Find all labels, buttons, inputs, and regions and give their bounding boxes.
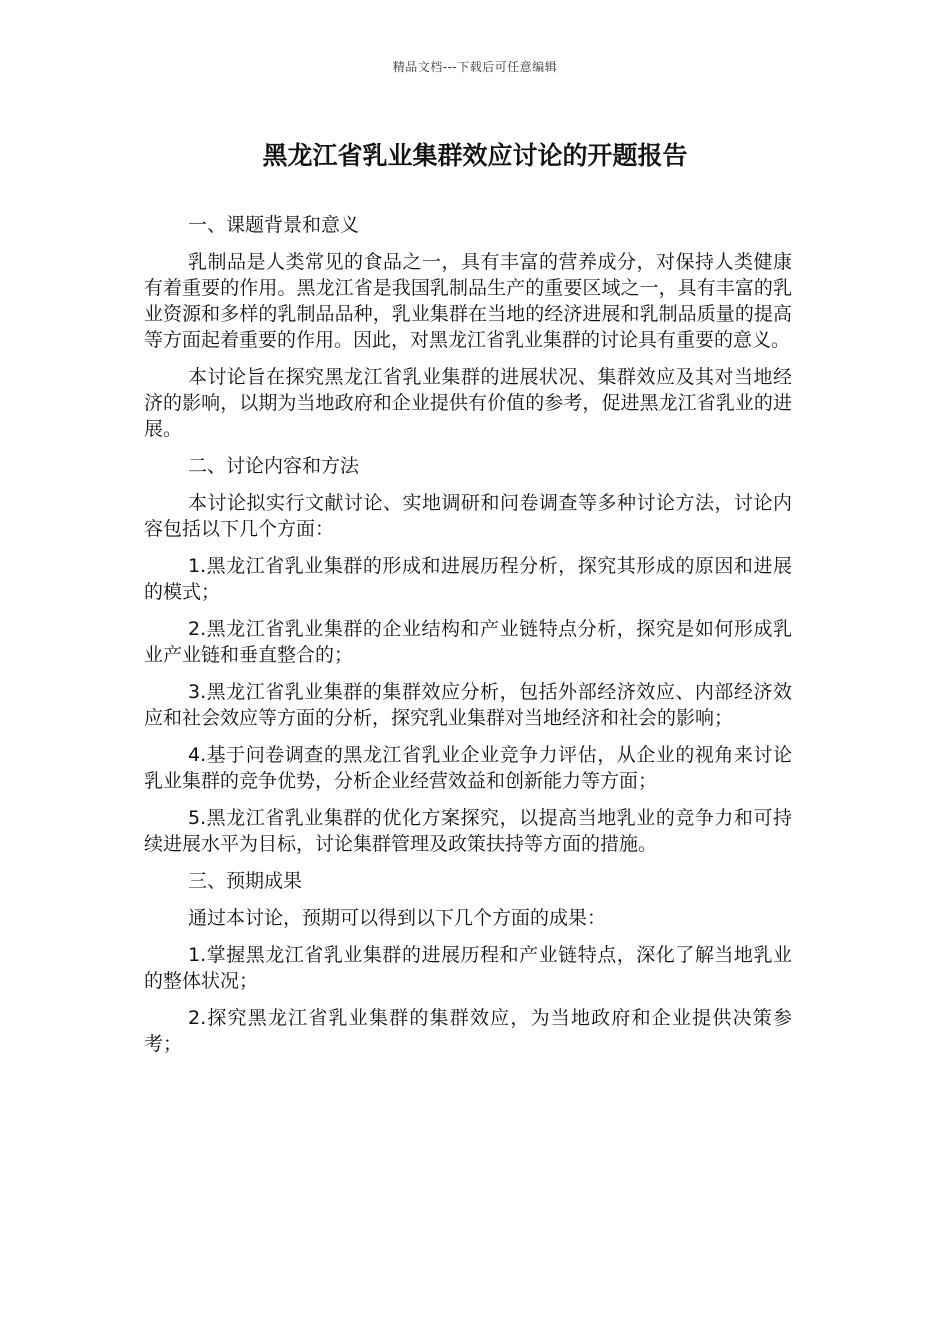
section-heading-content-methods: 二、讨论内容和方法 — [188, 455, 360, 477]
paragraph-methods-intro: 本讨论拟实行文献讨论、实地调研和问卷调查等多种讨论方法，讨论内容包括以下几个方面： — [144, 492, 792, 540]
document-title: 黑龙江省乳业集群效应讨论的开题报告 — [262, 141, 688, 170]
paragraph-background: 乳制品是人类常见的食品之一，具有丰富的营养成分，对保持人类健康有着重要的作用。黑龙江省是我国乳制品生产的重要区域之一，具有丰富的乳业资源和多样的乳制品品种，乳业集群在当地的经济进展和乳制品质量的提高等方面起着重要的作用。因此，对黑龙江省乳业集群的讨论具有重要的意义。 — [144, 251, 792, 351]
paragraph-purpose: 本讨论旨在探究黑龙江省乳业集群的进展状况、集群效应及其对当地经济的影响，以期为当地政府和企业提供有价值的参考，促进黑龙江省乳业的进展。 — [144, 366, 792, 440]
document-body — [144, 212, 792, 1068]
page-header: 精品文档---下载后可任意编辑 — [392, 60, 558, 74]
list-item-result-1: 1.掌握黑龙江省乳业集群的进展历程和产业链特点，深化了解当地乳业的整体状况； — [144, 944, 792, 992]
list-item-content-5: 5.黑龙江省乳业集群的优化方案探究，以提高当地乳业的竞争力和可持续进展水平为目标，讨论集群管理及政策扶持等方面的措施。 — [144, 807, 792, 855]
paragraph-results-intro: 通过本讨论，预期可以得到以下几个方面的成果： — [188, 907, 607, 929]
list-item-content-3: 3.黑龙江省乳业集群的集群效应分析，包括外部经济效应、内部经济效应和社会效应等方面的分析，探究乳业集群对当地经济和社会的影响； — [144, 681, 792, 729]
list-item-result-2: 2.探究黑龙江省乳业集群的集群效应，为当地政府和企业提供决策参考； — [144, 1007, 792, 1055]
list-item-content-2: 2.黑龙江省乳业集群的企业结构和产业链特点分析，探究是如何形成乳业产业链和垂直整合的； — [144, 618, 792, 666]
list-item-content-1: 1.黑龙江省乳业集群的形成和进展历程分析，探究其形成的原因和进展的模式； — [144, 555, 792, 603]
section-heading-expected-results: 三、预期成果 — [188, 870, 303, 892]
section-heading-background: 一、课题背景和意义 — [188, 214, 360, 236]
list-item-content-4: 4.基于问卷调查的黑龙江省乳业企业竞争力评估，从企业的视角来讨论乳业集群的竞争优势，分析企业经营效益和创新能力等方面； — [144, 744, 792, 792]
